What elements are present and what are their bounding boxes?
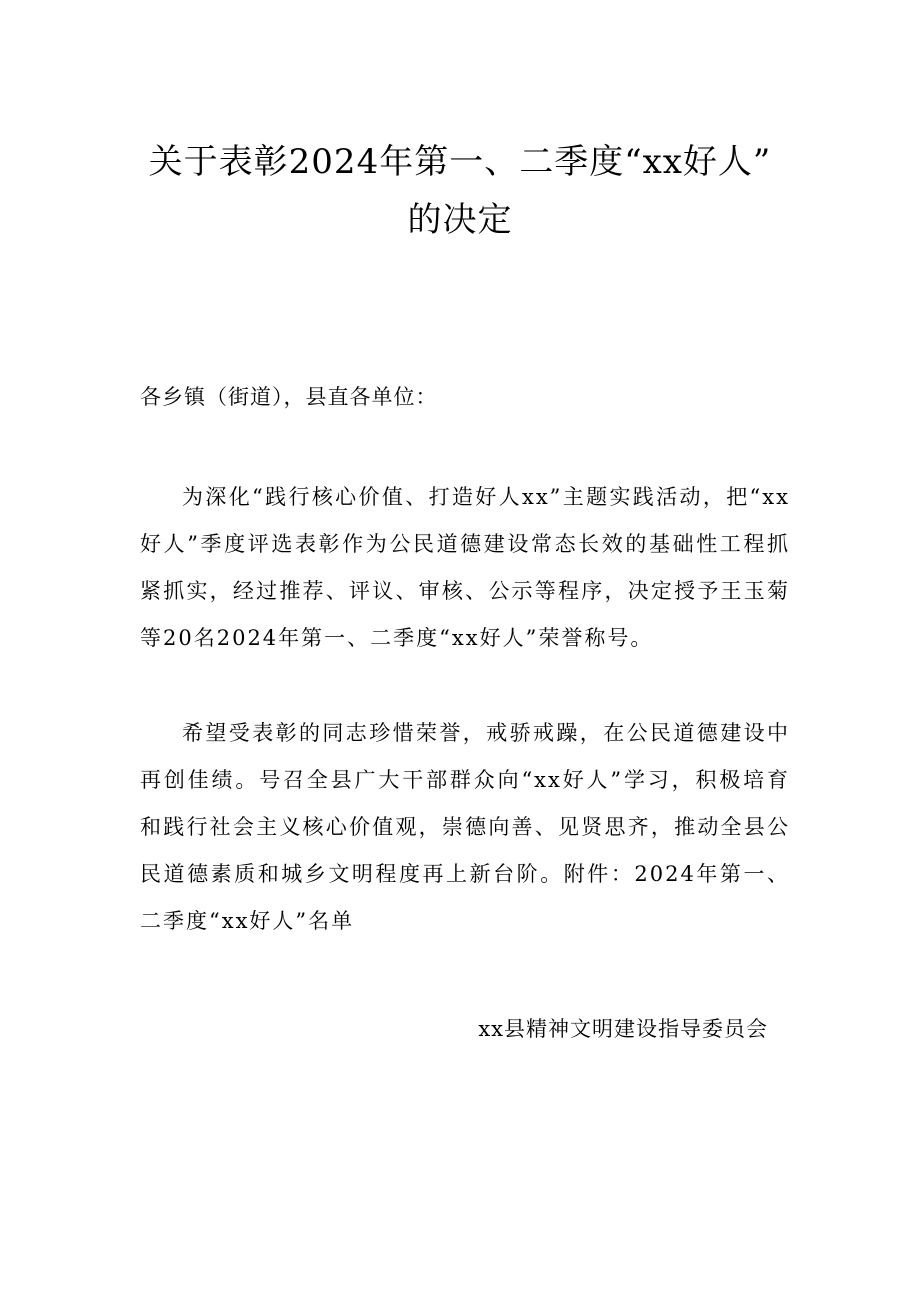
body-paragraph-1: 为深化“践行核心价值、打造好人xx”主题实践活动，把“xx好人”季度评选表彰作为公民道德建设常态长效的基础性工程抓紧抓实，经过推荐、评议、审核、公示等程序，决定授予王玉菊等20名2024年第一、二季度“xx好人”荣誉称号。	[140, 485, 790, 650]
document-title-line-2: 的决定	[407, 200, 513, 240]
salutation: 各乡镇（街道），县直各单位：	[140, 385, 438, 409]
body-paragraph-2: 希望受表彰的同志珍惜荣誉，戒骄戒躁，在公民道德建设中再创佳绩。号召全县广大干部群众向“xx好人”学习，积极培育和践行社会主义核心价值观，崇德向善、见贤思齐，推动全县公民道德素质和城乡文明程度再上新台阶。附件：2024年第一、二季度“xx好人”名单	[140, 721, 790, 933]
document-title-line-1: 关于表彰2024年第一、二季度“xx好人”	[148, 142, 772, 182]
issuer-signature: xx县精神文明建设指导委员会	[478, 1017, 768, 1041]
